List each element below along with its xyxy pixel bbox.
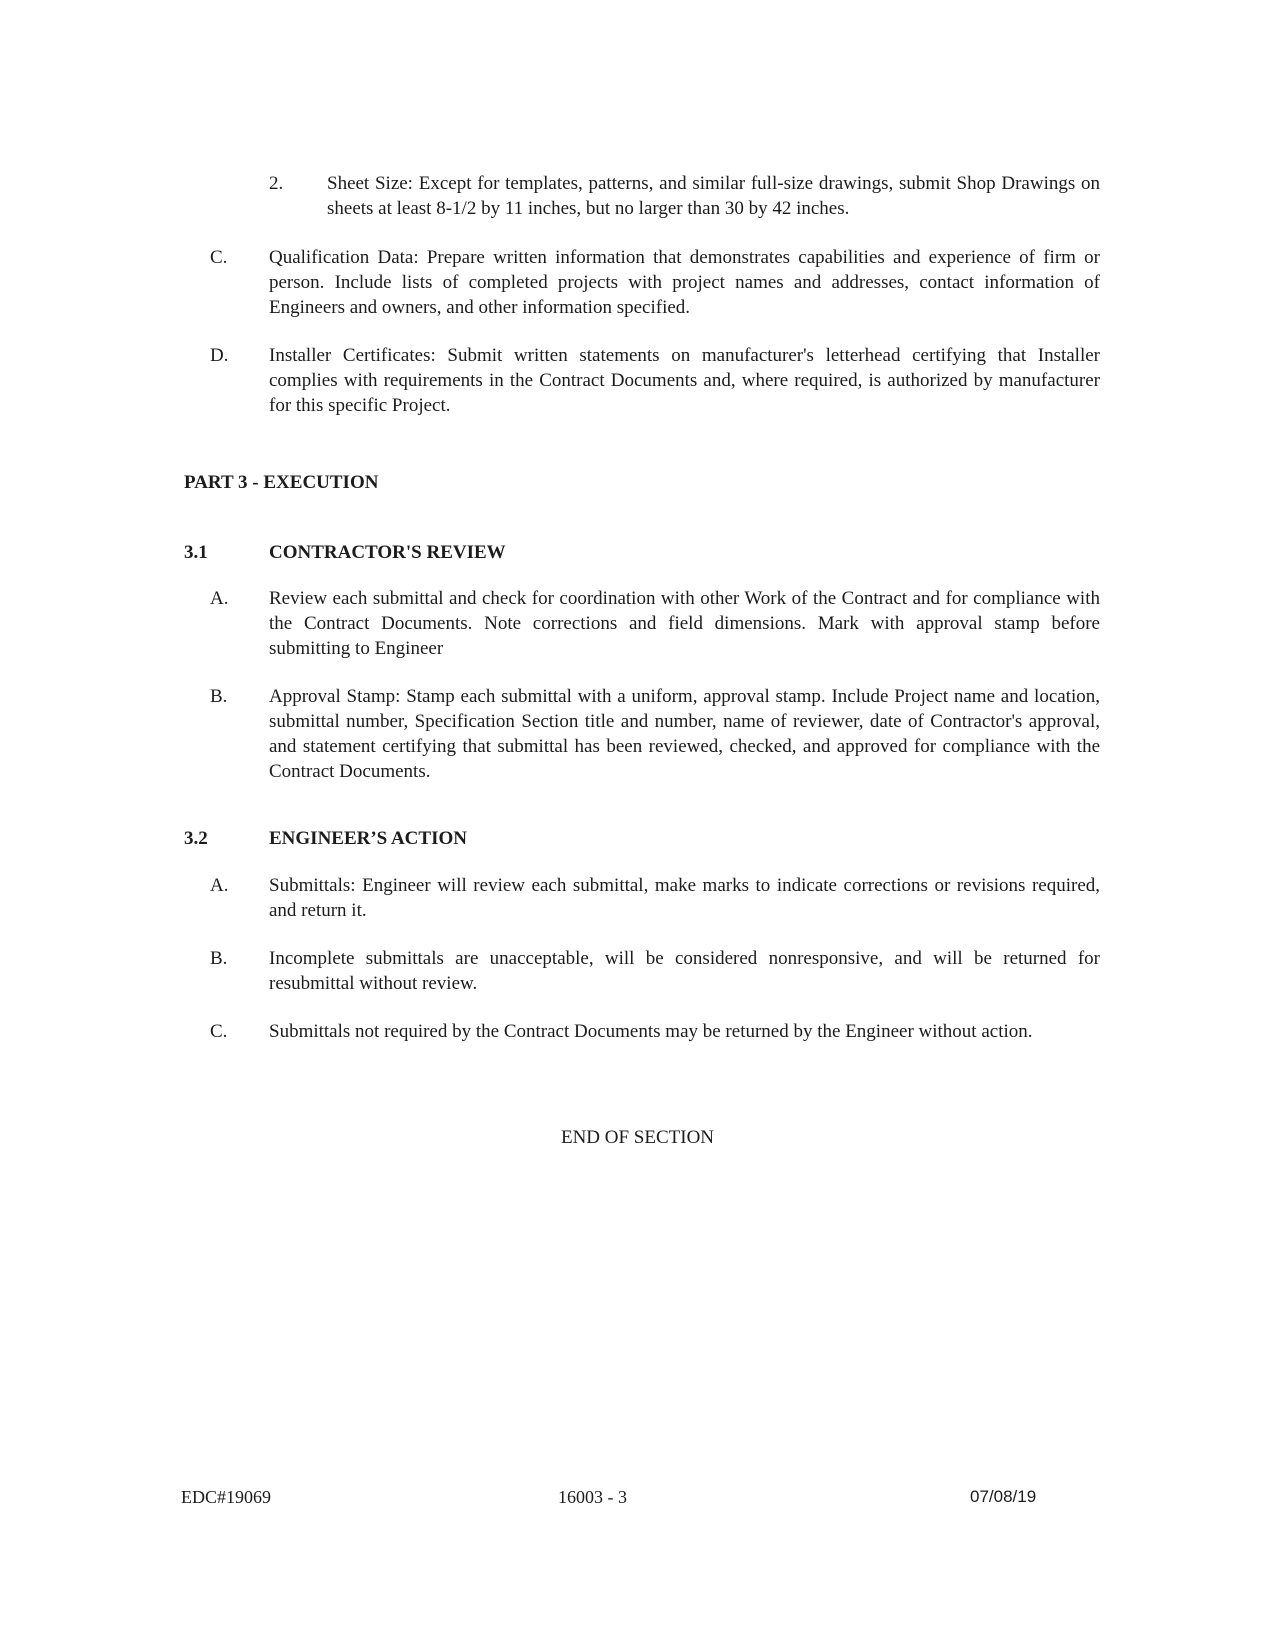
section-number: 3.1 <box>184 542 208 563</box>
item-label: A. <box>210 875 229 896</box>
footer-page-number: 16003 - 3 <box>558 1487 627 1507</box>
footer-project-number: EDC#19069 <box>181 1487 271 1507</box>
list-item-d <box>210 343 1100 418</box>
item-text: Incomplete submittals are unacceptable, will be considered nonresponsive, and will be returned for resubmittal without review. <box>269 948 1100 994</box>
item-text: Submittals: Engineer will review each submittal, make marks to indicate corrections or revisions required, and return it. <box>269 875 1100 921</box>
item-label: B. <box>210 686 228 707</box>
list-item-3-1-b <box>210 684 1100 784</box>
item-label: A. <box>210 588 229 609</box>
item-label: 2. <box>269 173 284 194</box>
section-number: 3.2 <box>184 828 208 849</box>
section-title: ENGINEER’S ACTION <box>269 828 467 849</box>
item-label: D. <box>210 345 229 366</box>
section-title: CONTRACTOR'S REVIEW <box>269 542 506 563</box>
part-heading: PART 3 - EXECUTION <box>184 472 379 493</box>
item-label: C. <box>210 247 228 268</box>
item-text: Review each submittal and check for coordination with other Work of the Contract and for compliance with the Contract Documents. Note corrections and field dimensions. Mark with approval stamp before submitting to Engineer <box>269 588 1100 659</box>
section-heading-3-1 <box>184 540 506 565</box>
footer-date: 07/08/19 <box>970 1487 1037 1506</box>
list-item-3-1-a <box>210 586 1100 661</box>
item-label: C. <box>210 1021 228 1042</box>
item-text: Submittals not required by the Contract Documents may be returned by the Engineer without action. <box>269 1021 1033 1042</box>
list-item-3-2-b <box>210 946 1100 996</box>
item-text: Approval Stamp: Stamp each submittal with a uniform, approval stamp. Include Project name and location, submittal number, Specification Section title and number, name of reviewer, date of Contractor's approval, and statement certifying that submittal has been reviewed, checked, and approved for compliance with the Contract Documents. <box>269 686 1100 782</box>
list-item-2 <box>269 171 1100 221</box>
list-item-c <box>210 245 1100 320</box>
list-item-3-2-a <box>210 873 1100 923</box>
item-text: Sheet Size: Except for templates, patterns, and similar full-size drawings, submit Shop Drawings on sheets at least 8-1/2 by 11 inches, but no larger than 30 by 42 inches. <box>327 173 1100 219</box>
item-label: B. <box>210 948 228 969</box>
section-heading-3-2 <box>184 826 467 851</box>
list-item-3-2-c <box>210 1019 1100 1044</box>
end-of-section: END OF SECTION <box>560 1127 715 1148</box>
item-text: Qualification Data: Prepare written information that demonstrates capabilities and experience of firm or person. Include lists of completed projects with project names and addresses, contact information of Engineers and owners, and other information specified. <box>269 247 1100 318</box>
item-text: Installer Certificates: Submit written statements on manufacturer's letterhead certifying that Installer complies with requirements in the Contract Documents and, where required, is authorized by manufacturer for this specific Project. <box>269 345 1100 416</box>
